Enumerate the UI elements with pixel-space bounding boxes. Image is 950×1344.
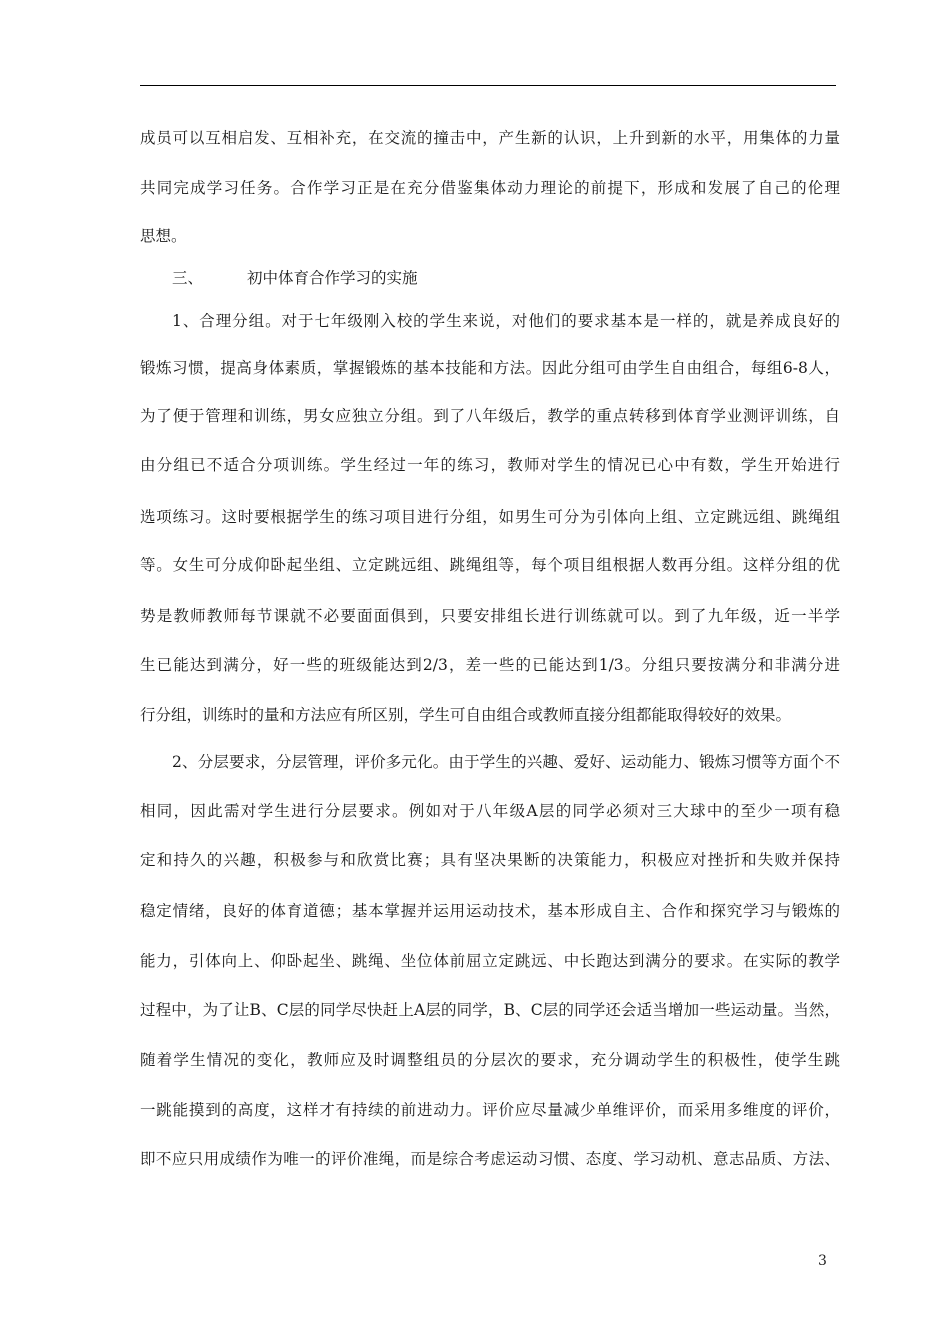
- header-rule: [140, 85, 836, 86]
- text-line: 行分组，训练时的量和方法应有所区别，学生可自由组合或教师直接分组都能取得较好的效果。: [140, 706, 792, 724]
- section-number: 三、: [172, 269, 204, 287]
- text-line: 共同完成学习任务。合作学习正是在充分借鉴集体动力理论的前提下，形成和发展了自己的伦理: [140, 179, 840, 197]
- text-line: 锻炼习惯，提高身体素质，掌握锻炼的基本技能和方法。因此分组可由学生自由组合，每组6-8人，: [140, 359, 840, 377]
- text-line: 过程中，为了让B、C层的同学尽快赶上A层的同学，B、C层的同学还会适当增加一些运动量。当然，: [140, 1001, 840, 1019]
- text-line: 能力，引体向上、仰卧起坐、跳绳、坐位体前屈立定跳远、中长跑达到满分的要求。在实际的教学: [140, 952, 840, 970]
- text-line: 为了便于管理和训练，男女应独立分组。到了八年级后，教学的重点转移到体育学业测评训练，自: [140, 407, 840, 425]
- text-line: 即不应只用成绩作为唯一的评价准绳，而是综合考虑运动习惯、态度、学习动机、意志品质、方法、: [140, 1150, 840, 1168]
- page-number: 3: [818, 1253, 827, 1269]
- section-heading: [172, 268, 417, 288]
- text-line: 随着学生情况的变化，教师应及时调整组员的分层次的要求，充分调动学生的积极性，使学生跳: [140, 1051, 840, 1069]
- text-line: 由分组已不适合分项训练。学生经过一年的练习，教师对学生的情况已心中有数，学生开始进行: [140, 456, 840, 474]
- text-line: 选项练习。这时要根据学生的练习项目进行分组，如男生可分为引体向上组、立定跳远组、跳绳组: [140, 508, 840, 526]
- text-line: 2、分层要求，分层管理，评价多元化。由于学生的兴趣、爱好、运动能力、锻炼习惯等方面个不: [172, 753, 840, 771]
- text-line: 势是教师教师每节课就不必要面面俱到，只要安排组长进行训练就可以。到了九年级，近一半学: [140, 607, 840, 625]
- text-line: 思想。: [140, 227, 187, 245]
- section-title: 初中体育合作学习的实施: [246, 269, 418, 287]
- text-line: 稳定情绪，良好的体育道德；基本掌握并运用运动技术，基本形成自主、合作和探究学习与锻炼的: [140, 902, 840, 920]
- text-line: 相同，因此需对学生进行分层要求。例如对于八年级A层的同学必须对三大球中的至少一项有稳: [140, 802, 840, 820]
- text-line: 定和持久的兴趣，积极参与和欣赏比赛；具有坚决果断的决策能力，积极应对挫折和失败并保持: [140, 851, 840, 869]
- text-line: 1、合理分组。对于七年级刚入校的学生来说，对他们的要求基本是一样的，就是养成良好的: [172, 312, 840, 330]
- text-line: 成员可以互相启发、互相补充，在交流的撞击中，产生新的认识，上升到新的水平，用集体的力量: [140, 129, 840, 147]
- text-line: 生已能达到满分，好一些的班级能达到2/3，差一些的已能达到1/3。分组只要按满分和非满分进: [140, 656, 840, 674]
- text-line: 等。女生可分成仰卧起坐组、立定跳远组、跳绳组等，每个项目组根据人数再分组。这样分组的优: [140, 556, 840, 574]
- text-line: 一跳能摸到的高度，这样才有持续的前进动力。评价应尽量减少单维评价，而采用多维度的评价，: [140, 1101, 840, 1119]
